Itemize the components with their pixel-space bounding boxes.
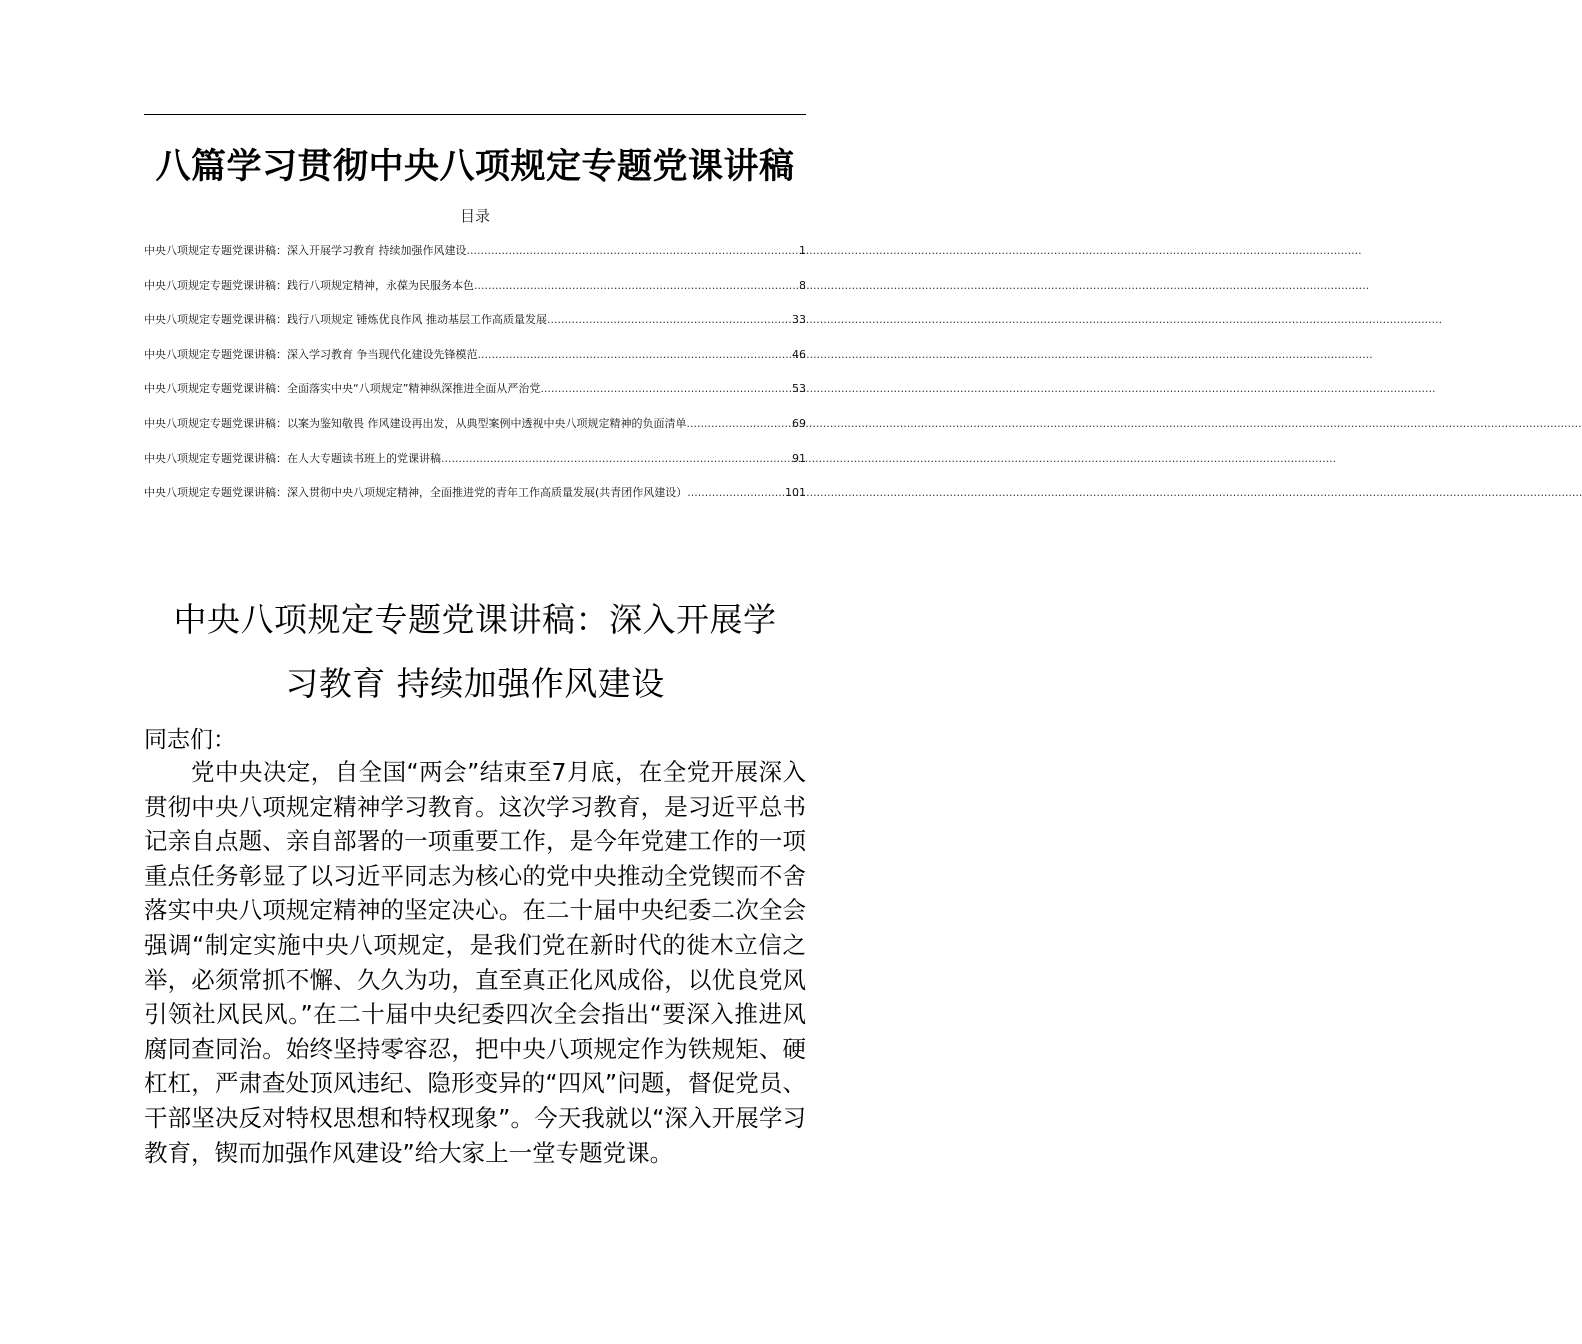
body-paragraph: 党中央决定，自全国“两会”结束至7月底，在全党开展深入贯彻中央八项规定精神学习教育。这次学习教育，是习近平总书记亲自点题、亲自部署的一项重要工作，是今年党建工作的一项重点任务彰显了以习近平同志为核心的党中央推动全党锲而不舍落实中央八项规定精神的坚定决心。在二十届中央纪委二次全会强调“制定实施中央八项规定，是我们党在新时代的徙木立信之举，必须常抓不懈、久久为功，直至真正化风成俗，以优良党风引领社风民风。”在二十届中央纪委四次全会指出“要深入推进风腐同查同治。始终坚持零容忍，把中央八项规定作为铁规矩、硬杠杠，严肃查处顶风违纪、隐形变异的“四风”问题，督促党员、干部坚决反对特权思想和特权现象”。今天我就以“深入开展学习教育，锲而加强作风建设”给大家上一堂专题党课。: [144, 758, 806, 1167]
toc-leader-dots: [474, 275, 798, 297]
table-of-contents: [144, 240, 806, 517]
toc-leader-dots: [467, 240, 799, 262]
toc-leader-dots: [540, 378, 791, 400]
toc-page-number: 8: [799, 278, 806, 292]
toc-page-number: 33: [792, 313, 806, 327]
document-title: 八篇学习贯彻中央八项规定专题党课讲稿: [155, 147, 795, 187]
toc-entry[interactable]: [144, 378, 806, 413]
toc-entry-title: 中央八项规定专题党课讲稿：全面落实中央“八项规定”精神纵深推进全面从严治党: [144, 382, 541, 396]
toc-entry-title: 中央八项规定专题党课讲稿：深入学习教育 争当现代化建设先锋模范: [144, 347, 478, 361]
toc-entry-title: 中央八项规定专题党课讲稿：践行八项规定精神，永葆为民服务本色: [144, 278, 474, 292]
section-title-line-2: 习教育 持续加强作风建设: [285, 664, 665, 703]
toc-entry[interactable]: [144, 240, 806, 275]
section-title-line-1: 中央八项规定专题党课讲稿：深入开展学: [173, 600, 777, 639]
toc-heading: 目录: [459, 207, 490, 225]
toc-entry[interactable]: [144, 344, 806, 379]
toc-entry-title: 中央八项规定专题党课讲稿：深入开展学习教育 持续加强作风建设: [144, 244, 467, 257]
toc-entry-title: 中央八项规定专题党课讲稿：深入贯彻中央八项规定精神，全面推进党的青年工作高质量发展(共青团作风建设）: [144, 486, 688, 500]
toc-entry[interactable]: [144, 448, 806, 483]
toc-page-number: 1: [799, 244, 806, 257]
toc-page-number: 46: [792, 347, 806, 361]
toc-leader-dots: [687, 482, 784, 504]
toc-page-number: 53: [792, 382, 806, 396]
toc-entry-title: 中央八项规定专题党课讲稿：在人大专题读书班上的党课讲稿: [144, 451, 441, 465]
top-rule: [144, 114, 806, 115]
toc-leader-dots: [478, 344, 792, 366]
toc-leader-dots: [441, 448, 791, 470]
section-title: [144, 588, 806, 716]
toc-entry[interactable]: [144, 413, 806, 448]
toc-entry[interactable]: [144, 309, 806, 344]
toc-page-number: 69: [792, 416, 806, 430]
toc-entry-title: 中央八项规定专题党课讲稿：以案为鉴知敬畏 作风建设再出发，从典型案例中透视中央八项规定精神的负面清单: [144, 416, 687, 430]
toc-page-number: 101: [785, 486, 806, 500]
toc-entry[interactable]: [144, 482, 806, 517]
salutation: 同志们：: [144, 727, 236, 753]
toc-leader-dots: [547, 309, 791, 331]
toc-entry-title: 中央八项规定专题党课讲稿：践行八项规定 锤炼优良作风 推动基层工作高质量发展: [144, 313, 547, 327]
toc-entry[interactable]: [144, 275, 806, 310]
toc-leader-dots: [687, 413, 792, 435]
toc-page-number: 91: [792, 451, 806, 465]
